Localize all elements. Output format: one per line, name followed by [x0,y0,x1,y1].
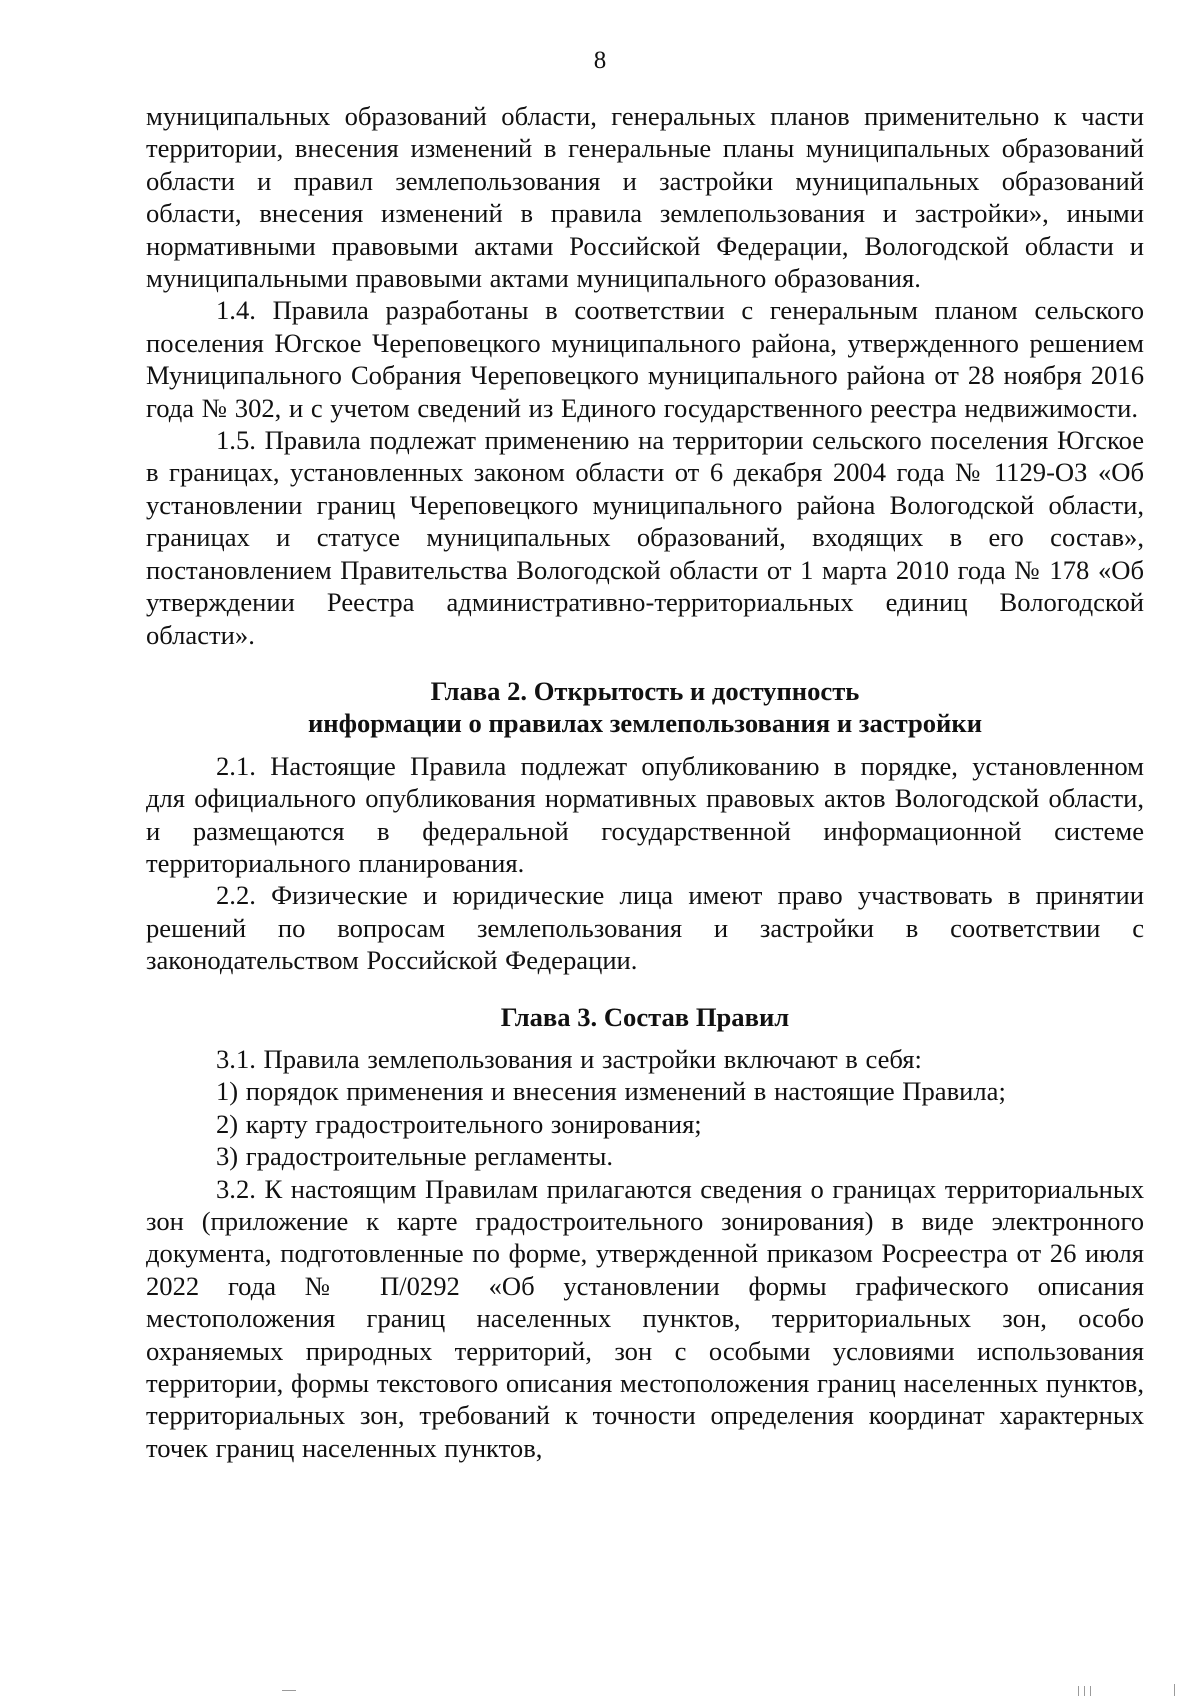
list-item-2: 2) карту градостроительного зонирования; [216,1108,702,1139]
paragraph-1-5: 1.5. Правила подлежат применению на территории сельского поселения Югское в границах, установленных законом области от 6 декабря 2004 года № 1129-ОЗ «Об установлении границ Череповецкого муниципального района Вологодской области, границах и статусе муниципальных образований, входящих в его состав», постановлением Правительства Вологодской области от 1 марта 2010 года № 178 «Об утверждении Реестра административно-территориальных единиц Вологодской области». [146,425,1144,650]
spacer [146,651,1144,675]
paragraph-2-2: 2.2. Физические и юридические лица имеют право участвовать в принятии решений по вопросам землепользования и застройки в соответствии с законодательством Российской Федерации. [146,880,1144,976]
list-item-3: 3) градостроительные регламенты. [216,1141,613,1172]
list-item-1: 1) порядок применения и внесения изменений в настоящие Правила; [216,1076,1006,1107]
paragraph-3-1: 3.1. Правила землепользования и застройки включают в себя: [216,1043,922,1074]
chapter-2-heading [146,675,1144,740]
paragraph-3-2: 3.2. К настоящим Правилам прилагаются сведения о границах территориальных зон (приложение к карте градостроительного зонирования) в виде электронного документа, подготовленные по форме, утвержденной приказом Росреестра от 26 июля 2022 года № П/0292 «Об установлении формы графического описания местоположения границ населенных пунктов, территориальных зон, особо охраняемых природных территорий, зон с особыми условиями использования территории, формы текстового описания местоположения границ населенных пунктов, территориальных зон, требований к точности определения координат характерных точек границ населенных пунктов, [146,1173,1144,1463]
chapter-2-title-line-2: информации о правилах землепользования и застройки [307,708,983,739]
scan-artifact [1084,1686,1085,1696]
document-body [146,100,1144,1464]
spacer [146,1033,1144,1043]
paragraph-continuation: муниципальных образований области, генеральных планов применительно к части территории, внесения изменений в генеральные планы муниципальных образований области и правил землепользования и застройки муниципальных образований области, внесения изменений в правила землепользования и застройки», иными нормативными правовыми актами Российской Федерации, Вологодской области и муниципальными правовыми актами муниципального образования. [146,101,1144,294]
chapter-3-title: Глава 3. Состав Правил [500,1001,790,1032]
scan-artifact [1078,1686,1079,1696]
scan-artifact [282,1690,296,1691]
paragraph-1-4: 1.4. Правила разработаны в соответствии с генеральным планом сельского поселения Югское Череповецкого муниципального района, утвержденного решением Муниципального Собрания Череповецкого муниципального района от 28 ноября 2016 года № 302, и с учетом сведений из Единого государственного реестра недвижимости. [146,295,1144,423]
paragraph-2-1: 2.1. Настоящие Правила подлежат опубликованию в порядке, установленном для официального опубликования нормативных правовых актов Вологодской области, и размещаются в федеральной государственной информационной системе территориального планирования. [146,750,1144,878]
spacer [146,977,1144,1001]
page-number: 8 [593,47,607,74]
scan-artifact [1174,1684,1175,1696]
scan-artifact [1090,1686,1091,1696]
spacer [146,740,1144,750]
chapter-2-title-line-1: Глава 2. Открытость и доступность [430,675,860,706]
